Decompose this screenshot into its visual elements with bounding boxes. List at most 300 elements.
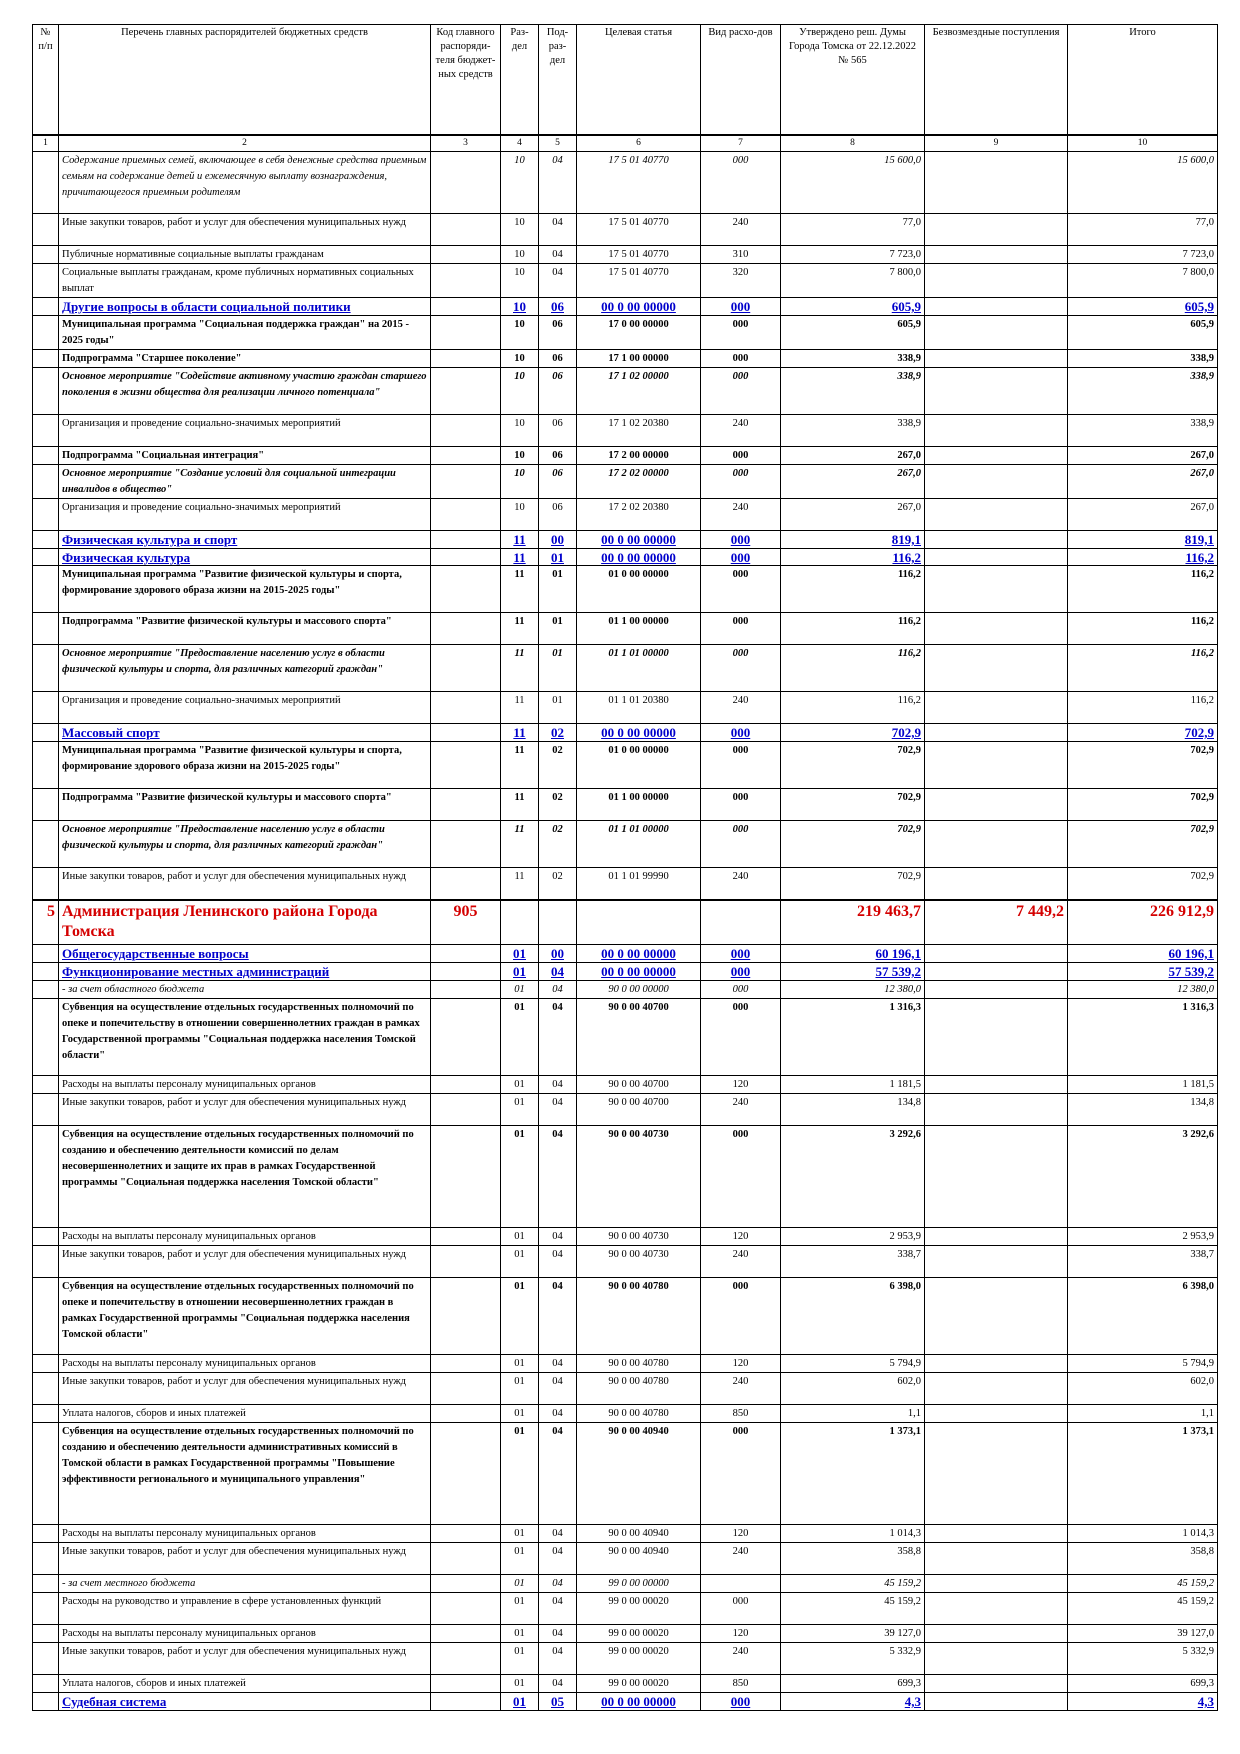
column-number: 7 [701, 135, 781, 152]
row-total-amount: 605,9 [1068, 316, 1218, 350]
row-grant-amount [925, 1228, 1068, 1246]
row-number [33, 531, 59, 549]
row-total-amount: 267,0 [1068, 499, 1218, 531]
row-number [33, 566, 59, 613]
row-grant-amount [925, 868, 1068, 901]
row-approved-amount: 57 539,2 [781, 963, 925, 981]
table-row [33, 298, 1218, 316]
row-total-amount: 226 912,9 [1068, 900, 1218, 945]
row-number [33, 1228, 59, 1246]
row-approved-amount: 15 600,0 [781, 152, 925, 214]
row-subsection: 06 [539, 499, 577, 531]
row-expense-type: 850 [701, 1675, 781, 1693]
row-target-article: 17 2 02 20380 [577, 499, 701, 531]
row-target-article: 90 0 00 40780 [577, 1355, 701, 1373]
column-number: 6 [577, 135, 701, 152]
row-total-amount: 1 181,5 [1068, 1076, 1218, 1094]
row-subsection: 04 [539, 152, 577, 214]
row-total-amount: 267,0 [1068, 465, 1218, 499]
row-total-amount: 116,2 [1068, 692, 1218, 724]
row-subsection: 04 [539, 1625, 577, 1643]
row-total-amount: 2 953,9 [1068, 1228, 1218, 1246]
row-section: 01 [501, 1643, 539, 1675]
row-section: 10 [501, 415, 539, 447]
row-expense-type: 240 [701, 868, 781, 901]
table-row [33, 152, 1218, 214]
row-subsection: 06 [539, 316, 577, 350]
row-section: 10 [501, 465, 539, 499]
row-approved-amount: 702,9 [781, 789, 925, 821]
header-cell: Безвозмездные поступления [925, 25, 1068, 136]
row-expense-type: 000 [701, 1278, 781, 1355]
row-name: Субвенция на осуществление отдельных государственных полномочий по опеке и попечительству в отношении совершеннолетних граждан в рамках Государственной программы "Социальная поддержка населения Томской области" [59, 999, 431, 1076]
row-grant-amount [925, 999, 1068, 1076]
row-grant-amount [925, 1643, 1068, 1675]
table-body [33, 152, 1218, 1711]
row-subsection: 02 [539, 821, 577, 868]
row-section: 01 [501, 1278, 539, 1355]
row-expense-type: 120 [701, 1625, 781, 1643]
row-total-amount: 702,9 [1068, 821, 1218, 868]
row-approved-amount: 1,1 [781, 1405, 925, 1423]
row-approved-amount: 267,0 [781, 499, 925, 531]
row-expense-type: 320 [701, 264, 781, 298]
row-target-article: 90 0 00 40940 [577, 1423, 701, 1525]
row-name: Организация и проведение социально-значимых мероприятий [59, 692, 431, 724]
row-target-article: 00 0 00 00000 [577, 945, 701, 963]
row-number [33, 868, 59, 901]
row-expense-type: 000 [701, 999, 781, 1076]
row-grant-amount [925, 531, 1068, 549]
row-target-article: 01 1 01 00000 [577, 645, 701, 692]
header-cell: Вид расхо-дов [701, 25, 781, 136]
row-section [501, 900, 539, 945]
row-approved-amount: 605,9 [781, 316, 925, 350]
row-name: Основное мероприятие "Содействие активному участию граждан старшего поколения в жизни общества для реализации личного потенциала" [59, 368, 431, 415]
row-target-article: 90 0 00 40780 [577, 1278, 701, 1355]
row-number [33, 1575, 59, 1593]
row-approved-amount: 338,7 [781, 1246, 925, 1278]
row-approved-amount: 7 800,0 [781, 264, 925, 298]
row-target-article: 17 2 02 00000 [577, 465, 701, 499]
row-approved-amount: 819,1 [781, 531, 925, 549]
row-admin-code [431, 1373, 501, 1405]
row-name: Иные закупки товаров, работ и услуг для обеспечения муниципальных нужд [59, 1094, 431, 1126]
row-grant-amount [925, 1525, 1068, 1543]
row-number [33, 1094, 59, 1126]
row-total-amount: 338,9 [1068, 368, 1218, 415]
row-number [33, 1625, 59, 1643]
row-number [33, 963, 59, 981]
row-target-article: 17 1 02 00000 [577, 368, 701, 415]
row-grant-amount [925, 298, 1068, 316]
row-grant-amount [925, 1126, 1068, 1228]
row-grant-amount [925, 645, 1068, 692]
row-number [33, 549, 59, 566]
row-total-amount: 358,8 [1068, 1543, 1218, 1575]
row-admin-code [431, 1593, 501, 1625]
table-row [33, 945, 1218, 963]
row-subsection: 04 [539, 1575, 577, 1593]
row-total-amount: 819,1 [1068, 531, 1218, 549]
row-target-article: 99 0 00 00020 [577, 1593, 701, 1625]
row-total-amount: 116,2 [1068, 549, 1218, 566]
row-section: 01 [501, 1355, 539, 1373]
row-expense-type: 000 [701, 152, 781, 214]
row-admin-code [431, 368, 501, 415]
row-grant-amount [925, 566, 1068, 613]
row-expense-type [701, 1575, 781, 1593]
row-section: 01 [501, 1423, 539, 1525]
row-number [33, 316, 59, 350]
row-grant-amount [925, 316, 1068, 350]
row-approved-amount: 267,0 [781, 465, 925, 499]
row-target-article: 00 0 00 00000 [577, 724, 701, 742]
row-expense-type: 000 [701, 981, 781, 999]
row-target-article: 90 0 00 40940 [577, 1543, 701, 1575]
row-grant-amount [925, 1543, 1068, 1575]
row-grant-amount [925, 1355, 1068, 1373]
table-row [33, 981, 1218, 999]
row-total-amount: 5 794,9 [1068, 1355, 1218, 1373]
row-subsection: 06 [539, 368, 577, 415]
row-grant-amount [925, 246, 1068, 264]
row-target-article: 17 5 01 40770 [577, 152, 701, 214]
row-approved-amount: 267,0 [781, 447, 925, 465]
row-grant-amount [925, 264, 1068, 298]
row-name: Иные закупки товаров, работ и услуг для обеспечения муниципальных нужд [59, 868, 431, 901]
row-expense-type: 000 [701, 447, 781, 465]
row-expense-type: 120 [701, 1355, 781, 1373]
row-admin-code [431, 692, 501, 724]
table-row [33, 900, 1218, 945]
row-section: 11 [501, 821, 539, 868]
row-subsection: 00 [539, 531, 577, 549]
row-name: Массовый спорт [59, 724, 431, 742]
row-admin-code [431, 613, 501, 645]
row-target-article: 00 0 00 00000 [577, 549, 701, 566]
row-section: 01 [501, 999, 539, 1076]
row-total-amount: 338,7 [1068, 1246, 1218, 1278]
row-number [33, 1076, 59, 1094]
row-section: 11 [501, 789, 539, 821]
table-row [33, 566, 1218, 613]
table-row [33, 1228, 1218, 1246]
row-subsection: 04 [539, 999, 577, 1076]
row-expense-type: 000 [701, 350, 781, 368]
row-expense-type: 000 [701, 1593, 781, 1625]
row-expense-type: 000 [701, 531, 781, 549]
row-total-amount: 338,9 [1068, 350, 1218, 368]
row-number [33, 152, 59, 214]
row-target-article: 17 5 01 40770 [577, 264, 701, 298]
row-subsection: 04 [539, 1593, 577, 1625]
row-target-article: 90 0 00 40780 [577, 1373, 701, 1405]
row-approved-amount: 1 181,5 [781, 1076, 925, 1094]
row-approved-amount: 702,9 [781, 821, 925, 868]
row-section: 10 [501, 214, 539, 246]
row-target-article: 00 0 00 00000 [577, 531, 701, 549]
row-target-article: 90 0 00 40700 [577, 1076, 701, 1094]
row-expense-type: 000 [701, 963, 781, 981]
row-admin-code [431, 531, 501, 549]
row-target-article: 01 1 00 00000 [577, 613, 701, 645]
row-section: 11 [501, 613, 539, 645]
row-admin-code [431, 350, 501, 368]
row-approved-amount: 116,2 [781, 549, 925, 566]
row-grant-amount [925, 945, 1068, 963]
row-expense-type: 240 [701, 415, 781, 447]
row-number [33, 945, 59, 963]
row-target-article: 01 1 01 20380 [577, 692, 701, 724]
row-approved-amount: 5 332,9 [781, 1643, 925, 1675]
row-subsection: 04 [539, 1373, 577, 1405]
row-expense-type: 240 [701, 1643, 781, 1675]
row-expense-type [701, 900, 781, 945]
row-number [33, 1355, 59, 1373]
row-admin-code [431, 298, 501, 316]
row-name: Иные закупки товаров, работ и услуг для обеспечения муниципальных нужд [59, 1373, 431, 1405]
row-target-article: 90 0 00 40940 [577, 1525, 701, 1543]
header-cell: Целевая статья [577, 25, 701, 136]
row-total-amount: 57 539,2 [1068, 963, 1218, 981]
row-name: Социальные выплаты гражданам, кроме публичных нормативных социальных выплат [59, 264, 431, 298]
row-total-amount: 60 196,1 [1068, 945, 1218, 963]
row-section: 01 [501, 963, 539, 981]
row-section: 01 [501, 1543, 539, 1575]
row-grant-amount [925, 447, 1068, 465]
row-subsection: 04 [539, 1675, 577, 1693]
row-section: 10 [501, 447, 539, 465]
row-section: 11 [501, 645, 539, 692]
row-subsection: 04 [539, 1094, 577, 1126]
column-number: 8 [781, 135, 925, 152]
row-subsection: 04 [539, 1246, 577, 1278]
row-subsection: 04 [539, 264, 577, 298]
row-admin-code [431, 945, 501, 963]
row-grant-amount [925, 1076, 1068, 1094]
row-admin-code [431, 447, 501, 465]
row-target-article: 00 0 00 00000 [577, 298, 701, 316]
row-number [33, 789, 59, 821]
row-total-amount: 702,9 [1068, 742, 1218, 789]
row-number [33, 692, 59, 724]
header-cell: Итого [1068, 25, 1218, 136]
table-row [33, 1373, 1218, 1405]
row-section: 01 [501, 1405, 539, 1423]
row-admin-code [431, 1278, 501, 1355]
row-name: Расходы на руководство и управление в сфере установленных функций [59, 1593, 431, 1625]
row-target-article: 99 0 00 00000 [577, 1575, 701, 1593]
row-expense-type: 000 [701, 465, 781, 499]
row-admin-code [431, 821, 501, 868]
row-number [33, 821, 59, 868]
row-expense-type: 120 [701, 1076, 781, 1094]
row-grant-amount [925, 613, 1068, 645]
row-expense-type: 000 [701, 724, 781, 742]
row-approved-amount: 77,0 [781, 214, 925, 246]
row-name: Основное мероприятие "Предоставление населению услуг в области физической культуры и спорта, для различных категорий граждан" [59, 821, 431, 868]
row-grant-amount [925, 724, 1068, 742]
row-target-article: 99 0 00 00020 [577, 1625, 701, 1643]
row-number [33, 1278, 59, 1355]
row-name: Подпрограмма "Развитие физической культуры и массового спорта" [59, 613, 431, 645]
row-admin-code [431, 742, 501, 789]
row-admin-code [431, 963, 501, 981]
row-expense-type: 000 [701, 1693, 781, 1711]
row-admin-code [431, 214, 501, 246]
row-approved-amount: 116,2 [781, 645, 925, 692]
table-row [33, 789, 1218, 821]
row-expense-type: 000 [701, 821, 781, 868]
row-admin-code [431, 264, 501, 298]
row-section: 10 [501, 298, 539, 316]
row-section: 11 [501, 742, 539, 789]
row-subsection: 00 [539, 945, 577, 963]
row-approved-amount: 4,3 [781, 1693, 925, 1711]
table-row [33, 1693, 1218, 1711]
row-name: Уплата налогов, сборов и иных платежей [59, 1675, 431, 1693]
row-admin-code [431, 1076, 501, 1094]
row-grant-amount [925, 1423, 1068, 1525]
table-row [33, 1625, 1218, 1643]
row-subsection: 01 [539, 566, 577, 613]
row-name: Подпрограмма "Социальная интеграция" [59, 447, 431, 465]
row-subsection: 06 [539, 415, 577, 447]
row-subsection: 04 [539, 214, 577, 246]
row-grant-amount [925, 1246, 1068, 1278]
row-admin-code [431, 499, 501, 531]
row-subsection: 04 [539, 963, 577, 981]
row-target-article: 00 0 00 00000 [577, 1693, 701, 1711]
row-grant-amount [925, 1373, 1068, 1405]
row-number [33, 1405, 59, 1423]
row-subsection: 04 [539, 1355, 577, 1373]
table-row [33, 1278, 1218, 1355]
row-total-amount: 15 600,0 [1068, 152, 1218, 214]
row-approved-amount: 219 463,7 [781, 900, 925, 945]
row-total-amount: 602,0 [1068, 1373, 1218, 1405]
row-approved-amount: 1 373,1 [781, 1423, 925, 1525]
row-subsection: 06 [539, 350, 577, 368]
row-grant-amount [925, 152, 1068, 214]
table-row [33, 1246, 1218, 1278]
row-approved-amount: 338,9 [781, 350, 925, 368]
row-number [33, 298, 59, 316]
row-subsection: 01 [539, 645, 577, 692]
row-number [33, 724, 59, 742]
row-admin-code [431, 1525, 501, 1543]
row-section: 11 [501, 531, 539, 549]
row-name: Подпрограмма "Развитие физической культуры и массового спорта" [59, 789, 431, 821]
row-total-amount: 5 332,9 [1068, 1643, 1218, 1675]
row-subsection: 01 [539, 549, 577, 566]
row-total-amount: 134,8 [1068, 1094, 1218, 1126]
row-subsection: 04 [539, 246, 577, 264]
row-number [33, 214, 59, 246]
table-row [33, 350, 1218, 368]
row-admin-code [431, 868, 501, 901]
row-expense-type: 000 [701, 789, 781, 821]
row-section: 01 [501, 1094, 539, 1126]
row-expense-type: 000 [701, 549, 781, 566]
row-target-article: 17 5 01 40770 [577, 214, 701, 246]
row-admin-code [431, 645, 501, 692]
row-number [33, 264, 59, 298]
row-name: Общегосударственные вопросы [59, 945, 431, 963]
row-total-amount: 3 292,6 [1068, 1126, 1218, 1228]
row-approved-amount: 2 953,9 [781, 1228, 925, 1246]
row-name: Уплата налогов, сборов и иных платежей [59, 1405, 431, 1423]
row-name: Функционирование местных администраций [59, 963, 431, 981]
row-expense-type: 240 [701, 499, 781, 531]
row-target-article: 17 0 00 00000 [577, 316, 701, 350]
row-subsection: 02 [539, 742, 577, 789]
row-admin-code [431, 465, 501, 499]
row-admin-code [431, 1643, 501, 1675]
row-name: Расходы на выплаты персоналу муниципальных органов [59, 1525, 431, 1543]
row-grant-amount [925, 981, 1068, 999]
row-approved-amount: 602,0 [781, 1373, 925, 1405]
row-approved-amount: 60 196,1 [781, 945, 925, 963]
row-expense-type: 000 [701, 316, 781, 350]
column-number-row [33, 135, 1218, 152]
row-subsection: 04 [539, 1126, 577, 1228]
row-total-amount: 1 014,3 [1068, 1525, 1218, 1543]
row-section: 10 [501, 264, 539, 298]
table-row [33, 692, 1218, 724]
row-approved-amount: 7 723,0 [781, 246, 925, 264]
row-grant-amount [925, 1625, 1068, 1643]
row-grant-amount [925, 350, 1068, 368]
row-total-amount: 702,9 [1068, 789, 1218, 821]
row-number [33, 1593, 59, 1625]
row-grant-amount [925, 1278, 1068, 1355]
row-approved-amount: 45 159,2 [781, 1575, 925, 1593]
row-expense-type: 120 [701, 1228, 781, 1246]
row-section: 01 [501, 981, 539, 999]
row-admin-code [431, 981, 501, 999]
row-section: 01 [501, 1675, 539, 1693]
row-admin-code [431, 1228, 501, 1246]
row-section: 10 [501, 368, 539, 415]
row-admin-code [431, 1543, 501, 1575]
column-number: 1 [33, 135, 59, 152]
row-expense-type: 310 [701, 246, 781, 264]
row-section: 11 [501, 692, 539, 724]
row-number [33, 350, 59, 368]
row-name: Организация и проведение социально-значимых мероприятий [59, 499, 431, 531]
row-section: 01 [501, 1525, 539, 1543]
row-admin-code [431, 316, 501, 350]
row-name: Субвенция на осуществление отдельных государственных полномочий по созданию и обеспечению деятельности административных комиссий в Томской области в рамках Государственной программы "Повышение эффективности регионального и муниципального управления" [59, 1423, 431, 1525]
row-section: 10 [501, 246, 539, 264]
table-row [33, 447, 1218, 465]
row-expense-type: 000 [701, 945, 781, 963]
row-grant-amount [925, 465, 1068, 499]
row-total-amount: 116,2 [1068, 613, 1218, 645]
row-section: 01 [501, 1575, 539, 1593]
row-number [33, 613, 59, 645]
column-number: 10 [1068, 135, 1218, 152]
row-admin-code [431, 566, 501, 613]
table-row [33, 1543, 1218, 1575]
row-admin-code [431, 1693, 501, 1711]
row-name: Судебная система [59, 1693, 431, 1711]
row-subsection: 04 [539, 1405, 577, 1423]
row-target-article: 01 1 01 00000 [577, 821, 701, 868]
row-subsection: 04 [539, 1525, 577, 1543]
